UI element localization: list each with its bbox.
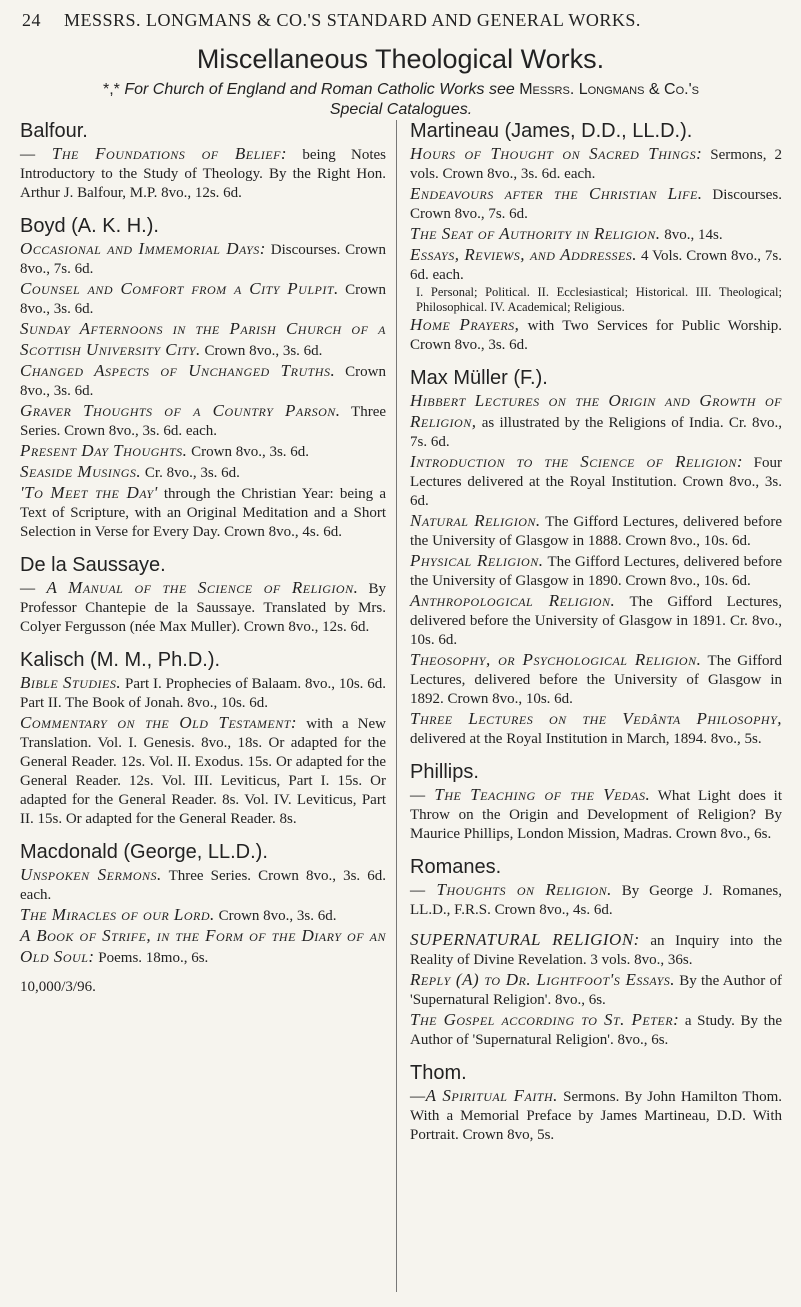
work-description: Cr. 8vo., 3s. 6d.: [144, 465, 240, 481]
note-text: For Church of England and Roman Catholic Works see: [124, 81, 515, 98]
work-description: an Inquiry into the Reality of Divine Revelation. 3 vols. 8vo., 36s.: [410, 933, 782, 968]
work-description: Four Lectures delivered at the Royal Institution. Crown 8vo., 3s. 6d.: [410, 455, 782, 509]
work-title: — The Teaching of the Vedas.: [410, 785, 651, 804]
work-description: Crown 8vo., 3s. 6d.: [218, 908, 337, 924]
work-title: Reply (A) to Dr. Lightfoot's Essays.: [410, 970, 675, 989]
author-name: Romanes.: [410, 856, 502, 878]
page-header: [22, 10, 782, 36]
work-item: [20, 905, 386, 926]
work-description: being Notes Introductory to the Study of Theology. By the Right Hon. Arthur J. Balfour, M.P. 8vo., 12s. 6d.: [20, 147, 386, 201]
work-title: Unspoken Sermons.: [20, 865, 162, 884]
print-imprint: 10,000/3/96.: [20, 979, 96, 995]
work-description: By Professor Chantepie de la Saussaye. Translated by Mrs. Colyer Fergusson (née Max Muller). Crown 8vo., 12s. 6d.: [20, 581, 386, 635]
work-title: Natural Religion.: [410, 511, 541, 530]
work-description: Discourses. Crown 8vo., 7s. 6d.: [20, 242, 386, 277]
right-column: [410, 118, 782, 1155]
work-title: Sunday Afternoons in the Parish Church of a Scottish University City.: [20, 319, 386, 359]
work-item: [20, 578, 386, 637]
work-title: Theosophy, or Psychological Religion.: [410, 650, 702, 669]
work-description: Three Series. Crown 8vo., 3s. 6d. each.: [20, 404, 387, 439]
work-item: [410, 785, 782, 844]
work-title: Physical Religion.: [410, 551, 544, 570]
work-item: [20, 462, 386, 483]
work-item: [410, 511, 782, 551]
work-title: Counsel and Comfort from a City Pulpit.: [20, 279, 339, 298]
work-description: with Two Services for Public Worship. Crown 8vo., 3s. 6d.: [410, 318, 783, 353]
left-column: [20, 118, 386, 997]
work-title: The Gospel according to St. Peter:: [410, 1010, 680, 1029]
catalogue-entry: [20, 647, 386, 829]
work-title: Graver Thoughts of a Country Parson.: [20, 401, 341, 420]
work-item: [410, 224, 782, 245]
work-item: [20, 279, 386, 319]
work-title: — The Foundations of Belief:: [20, 144, 288, 163]
work-title: Commentary on the Old Testament:: [20, 713, 298, 732]
work-description: By the Author of 'Supernatural Religion'. 8vo., 6s.: [410, 973, 782, 1008]
work-title: 'To Meet the Day': [20, 483, 158, 502]
catalogue-entry: [410, 930, 782, 1050]
work-item: [410, 1010, 782, 1050]
work-item: [410, 391, 782, 452]
page-number: 24: [22, 10, 41, 30]
author-name: Phillips.: [410, 761, 479, 783]
work-item: [410, 709, 782, 749]
work-item: [410, 1086, 782, 1145]
volume-contents: I. Personal; Political. II. Ecclesiastical; Historical. III. Theological; Philosophical. IV. Academical; Religious.: [416, 285, 782, 314]
work-item: [410, 144, 782, 184]
catalogue-note: [20, 80, 782, 120]
note-stars: *,*: [103, 81, 120, 98]
work-item: [20, 483, 386, 542]
work-description: By George J. Romanes, LL.D., F.R.S. Crown 8vo., 4s. 6d.: [410, 883, 782, 918]
work-title: Changed Aspects of Unchanged Truths.: [20, 361, 336, 380]
work-description: Crown 8vo., 3s. 6d.: [191, 444, 310, 460]
work-item: [20, 865, 386, 905]
work-description: Three Series. Crown 8vo., 3s. 6d. each.: [20, 868, 386, 903]
work-item: [410, 551, 782, 591]
work-title: Anthropological Religion.: [410, 591, 616, 610]
author-name: Thom.: [410, 1062, 467, 1084]
work-title: Hibbert Lectures on the Origin and Growth of Religion,: [410, 391, 782, 431]
work-title: Hours of Thought on Sacred Things:: [410, 144, 703, 163]
catalogue-entry: [410, 118, 782, 355]
page-title: Miscellaneous Theological Works.: [196, 44, 605, 74]
catalogue-entry: [20, 552, 386, 637]
note-end: Special Catalogues.: [329, 101, 473, 118]
work-item: [20, 401, 386, 441]
work-description: 4 Vols. Crown 8vo., 7s. 6d. each.: [410, 248, 782, 283]
catalogue-entry: [20, 839, 386, 968]
work-description: Part I. Prophecies of Balaam. 8vo., 10s. 6d. Part II. The Book of Jonah. 8vo., 10s. 6d.: [20, 676, 386, 711]
work-description: Crown 8vo., 3s. 6d.: [20, 364, 386, 399]
work-description: as illustrated by the Religions of India. Cr. 8vo., 7s. 6d.: [410, 415, 783, 450]
work-description: What Light does it Throw on the Origin and Development of Religion? By Maurice Phillips, London Mission, Madras. Crown 8vo., 6s.: [410, 788, 782, 842]
work-description: Sermons, 2 vols. Crown 8vo., 3s. 6d. each.: [410, 147, 783, 182]
work-description: through the Christian Year: being a Text of Scripture, with an Original Meditation and a Short Selection in Verse for Every Day. Crown 8vo., 4s. 6d.: [20, 486, 386, 540]
author-name: Max Müller (F.).: [410, 367, 548, 389]
work-item: [410, 245, 782, 315]
author-name: De la Saussaye.: [20, 554, 166, 576]
work-item: [410, 184, 782, 224]
work-item: [20, 144, 386, 203]
catalogue-entry: [20, 118, 386, 203]
work-title: Occasional and Immemorial Days:: [20, 239, 266, 258]
work-description: Crown 8vo., 3s. 6d.: [204, 343, 323, 359]
work-item: [20, 713, 386, 829]
note-publisher: Messrs. Longmans & Co.'s: [519, 81, 699, 98]
author-name: Macdonald (George, LL.D.).: [20, 841, 268, 863]
work-description: delivered at the Royal Institution in March, 1894. 8vo., 5s.: [410, 731, 762, 747]
work-title: — A Manual of the Science of Religion.: [20, 578, 359, 597]
work-item: [410, 315, 782, 355]
work-description: The Gifford Lectures, delivered before the University of Glasgow in 1890. Crown 8vo., 10s. 6d.: [410, 554, 782, 589]
work-item: [410, 880, 782, 920]
work-title: Present Day Thoughts.: [20, 441, 188, 460]
author-name: Boyd (A. K. H.).: [20, 215, 159, 237]
work-title: The Miracles of our Lord.: [20, 905, 215, 924]
work-item: [20, 319, 386, 361]
author-name: Kalisch (M. M., Ph.D.).: [20, 649, 221, 671]
work-title: Home Prayers,: [410, 315, 520, 334]
work-description: Sermons. By John Hamilton Thom. With a Memorial Preface by James Martineau, D.D. With Portrait. Crown 8vo, 5s.: [410, 1089, 783, 1143]
work-title: Essays, Reviews, and Addresses.: [410, 245, 638, 264]
column-divider: [396, 120, 397, 1292]
work-item: [410, 591, 782, 650]
author-name: Martineau (James, D.D., LL.D.).: [410, 120, 693, 142]
running-head: MESSRS. LONGMANS & CO.'S STANDARD AND GENERAL WORKS.: [64, 10, 641, 30]
work-description: The Gifford Lectures, delivered before the University of Glasgow in 1891. Cr. 8vo., 10s. 6d.: [410, 594, 782, 648]
work-item: [20, 441, 386, 462]
work-description: Poems. 18mo., 6s.: [98, 950, 209, 966]
work-item: [20, 673, 386, 713]
work-description: Crown 8vo., 3s. 6d.: [20, 282, 386, 317]
work-item: [20, 361, 386, 401]
work-item: [20, 239, 386, 279]
catalogue-entry: [410, 365, 782, 749]
work-title: Seaside Musings.: [20, 462, 142, 481]
catalogue-entry: [410, 759, 782, 844]
work-item: [410, 930, 782, 970]
work-title: Three Lectures on the Vedânta Philosophy,: [410, 709, 782, 728]
author-name: Balfour.: [20, 120, 88, 142]
work-title: Introduction to the Science of Religion:: [410, 452, 744, 471]
catalogue-entry: [410, 854, 782, 920]
work-description: The Gifford Lectures, delivered before the University of Glasgow in 1892. Crown 8vo., 10s. 6d.: [410, 653, 782, 707]
work-title: A Book of Strife, in the Form of the Diary of an Old Soul:: [20, 926, 386, 966]
work-title: Bible Studies.: [20, 673, 122, 692]
work-description: Discourses. Crown 8vo., 7s. 6d.: [410, 187, 782, 222]
work-title: The Seat of Authority in Religion.: [410, 224, 661, 243]
work-item: [410, 650, 782, 709]
work-description: with a New Translation. Vol. I. Genesis. 8vo., 18s. Or adapted for the General Reader. 12s. Vol. II. Exodus. 15s. Or adapted for the General Reader. 12s. Vol. III. Leviticus, Part I. 15s. Or adapted for the General Reader. 8s. Vol. IV. Leviticus, Part II. 15s. Or adapted for the General Reader. 8s.: [20, 716, 387, 827]
work-title: Endeavours after the Christian Life.: [410, 184, 703, 203]
work-item: [20, 926, 386, 968]
work-item: [410, 970, 782, 1010]
work-item: [410, 452, 782, 511]
work-title: SUPERNATURAL RELIGION:: [410, 930, 640, 949]
work-title: —A Spiritual Faith.: [410, 1086, 558, 1105]
work-description: The Gifford Lectures, delivered before the University of Glasgow in 1888. Crown 8vo., 10s. 6d.: [410, 514, 783, 549]
work-description: 8vo., 14s.: [664, 227, 723, 243]
work-title: — Thoughts on Religion.: [410, 880, 612, 899]
catalogue-entry: [410, 1060, 782, 1145]
work-description: a Study. By the Author of 'Supernatural Religion'. 8vo., 6s.: [410, 1013, 783, 1048]
catalogue-entry: [20, 213, 386, 542]
